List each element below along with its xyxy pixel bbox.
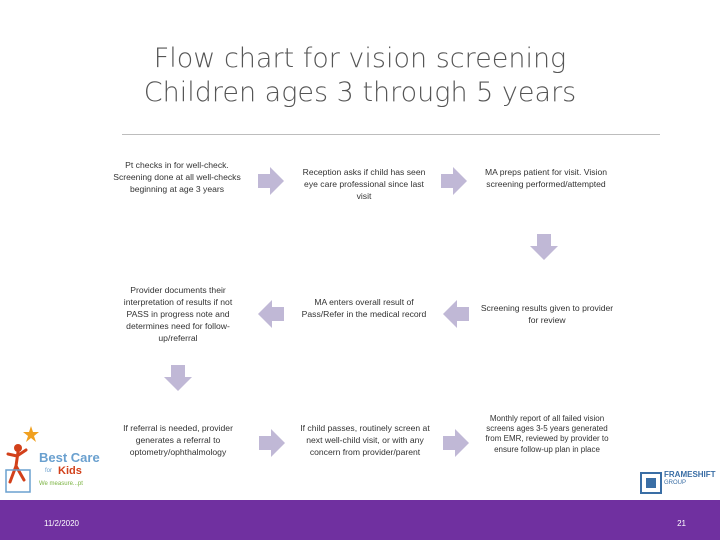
arrow-left-2: [443, 300, 469, 328]
step-check-in: Pt checks in for well-check. Screening done at all well-checks beginning at age 3 years: [113, 160, 241, 194]
step-reception: Reception asks if child has seen eye care professional since last visit: [302, 167, 426, 201]
arrow-right-1: [258, 167, 284, 195]
page-number: 21: [677, 519, 686, 528]
frameshift-group: GROUP: [664, 480, 687, 486]
step-results-to-provider: Screening results given to provider for review: [480, 303, 614, 325]
arrow-right-4: [443, 429, 469, 457]
kid-figure-icon: [4, 424, 40, 494]
best-care-tagline: We measure...pt: [39, 481, 83, 487]
frameshift-mark-icon: [640, 472, 662, 494]
step-child-passes: If child passes, routinely screen at next well-child visit, or with any concern from provider/parent: [300, 423, 430, 457]
arrow-down-2: [164, 365, 192, 391]
arrow-right-3: [259, 429, 285, 457]
footer-date: 11/2/2020: [44, 519, 79, 528]
slide-title: [0, 42, 720, 110]
arrow-down-1: [530, 234, 558, 260]
step-referral: If referral is needed, provider generates a referral to optometry/ophthalmology: [123, 423, 233, 457]
step-monthly-report: Monthly report of all failed vision screens ages 3-5 years generated from EMR, reviewed by provider to ensure follow-up plan in place: [485, 414, 609, 454]
title-line-1: Flow chart for vision screening: [153, 43, 567, 74]
best-care-kids: Kids: [58, 465, 82, 477]
frameshift-name: FRAMESHIFT: [664, 470, 716, 479]
footer-bar: [0, 500, 720, 540]
step-ma-enters-result: MA enters overall result of Pass/Refer in the medical record: [301, 297, 427, 319]
arrow-right-2: [441, 167, 467, 195]
best-care-title: Best Care: [39, 450, 100, 465]
arrow-left-1: [258, 300, 284, 328]
best-care-for: for: [45, 468, 53, 474]
title-line-2: Children ages 3 through 5 years: [143, 77, 577, 108]
title-divider: [122, 134, 660, 135]
step-provider-documents: Provider documents their interpretation of results if not PASS in progress note and determines need for follow-up/referral: [123, 285, 233, 343]
step-ma-preps: MA preps patient for visit. Vision screening performed/attempted: [484, 167, 608, 189]
